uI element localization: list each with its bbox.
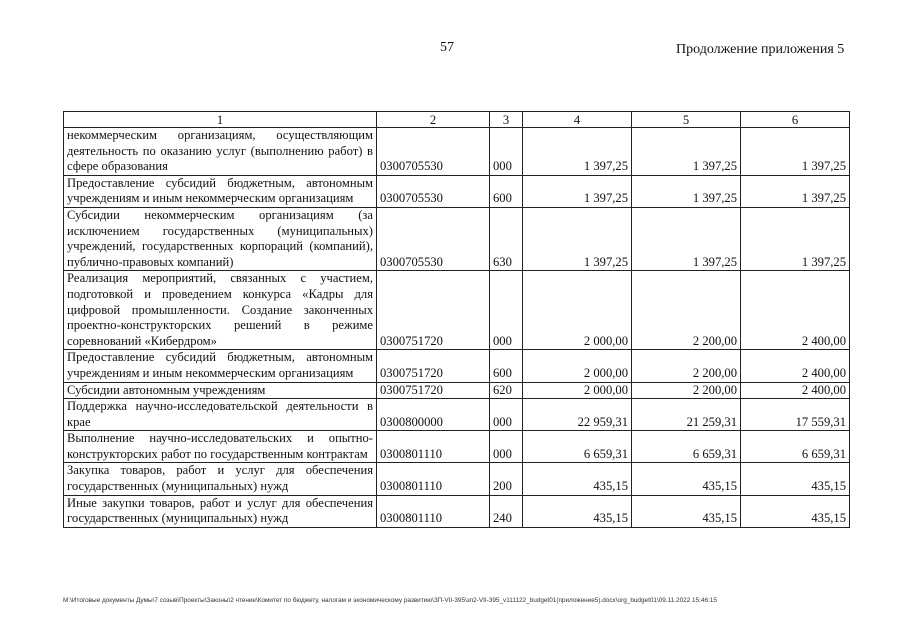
row-value-2024-cell: 6 659,31 — [741, 431, 850, 463]
row-value-2024-cell: 1 397,25 — [741, 207, 850, 270]
row-value-2022-cell: 6 659,31 — [523, 431, 632, 463]
row-value-2024-cell: 1 397,25 — [741, 175, 850, 207]
row-value-2023-cell: 21 259,31 — [632, 399, 741, 431]
row-type-cell: 000 — [490, 431, 523, 463]
row-value-2024-cell: 435,15 — [741, 463, 850, 495]
row-value-2023-cell: 1 397,25 — [632, 175, 741, 207]
row-name-cell: некоммерческим организациям, осуществляющим деятельность по оказанию услуг (выполнению работ) в сфере образования — [64, 128, 377, 176]
row-value-2024-cell: 435,15 — [741, 495, 850, 527]
row-type-cell: 600 — [490, 350, 523, 382]
column-header: 1 — [64, 112, 377, 128]
row-code-cell: 0300801110 — [377, 431, 490, 463]
row-name-cell: Поддержка научно-исследовательской деятельности в крае — [64, 399, 377, 431]
row-code-cell: 0300751720 — [377, 271, 490, 350]
row-value-2023-cell: 1 397,25 — [632, 128, 741, 176]
row-value-2024-cell: 17 559,31 — [741, 399, 850, 431]
row-type-cell: 240 — [490, 495, 523, 527]
row-name-cell: Иные закупки товаров, работ и услуг для обеспечения государственных (муниципальных) нужд — [64, 495, 377, 527]
row-value-2023-cell: 435,15 — [632, 495, 741, 527]
row-value-2023-cell: 2 200,00 — [632, 350, 741, 382]
table-row — [64, 382, 850, 399]
row-code-cell: 0300705530 — [377, 207, 490, 270]
row-value-2023-cell: 2 200,00 — [632, 271, 741, 350]
row-value-2022-cell: 22 959,31 — [523, 399, 632, 431]
row-code-cell: 0300801110 — [377, 495, 490, 527]
page-number: 57 — [440, 40, 454, 55]
row-value-2024-cell: 2 400,00 — [741, 382, 850, 399]
row-code-cell: 0300705530 — [377, 128, 490, 176]
table-row — [64, 207, 850, 270]
row-value-2022-cell: 435,15 — [523, 495, 632, 527]
row-value-2023-cell: 435,15 — [632, 463, 741, 495]
row-type-cell: 000 — [490, 128, 523, 176]
row-value-2024-cell: 2 400,00 — [741, 271, 850, 350]
file-path-footer: М:\Итоговые документы Думы\7 созыв\Проекты\Законы\2 чтение\Комитет по бюджету, налогам и экономическому развитию\ЗП-VII-395\зп2-VII-395_v111122_budget01(приложение5).docx\org_budget01\09.11.2022 15:46:15 — [63, 597, 717, 604]
row-value-2023-cell: 6 659,31 — [632, 431, 741, 463]
row-name-cell: Выполнение научно-исследовательских и опытно-конструкторских работ по государственным контрактам — [64, 431, 377, 463]
row-type-cell: 630 — [490, 207, 523, 270]
row-value-2022-cell: 2 000,00 — [523, 271, 632, 350]
row-value-2022-cell: 2 000,00 — [523, 350, 632, 382]
row-name-cell: Предоставление субсидий бюджетным, автономным учреждениям и иным некоммерческим организациям — [64, 175, 377, 207]
continuation-label: Продолжение приложения 5 — [676, 42, 845, 57]
column-header: 6 — [741, 112, 850, 128]
table-row — [64, 463, 850, 495]
row-type-cell: 000 — [490, 399, 523, 431]
row-value-2022-cell: 2 000,00 — [523, 382, 632, 399]
row-value-2023-cell: 2 200,00 — [632, 382, 741, 399]
column-header: 2 — [377, 112, 490, 128]
row-value-2023-cell: 1 397,25 — [632, 207, 741, 270]
budget-table — [63, 111, 850, 528]
table-row — [64, 495, 850, 527]
row-code-cell: 0300751720 — [377, 382, 490, 399]
row-code-cell: 0300751720 — [377, 350, 490, 382]
column-header: 3 — [490, 112, 523, 128]
row-value-2022-cell: 1 397,25 — [523, 175, 632, 207]
row-code-cell: 0300705530 — [377, 175, 490, 207]
row-type-cell: 200 — [490, 463, 523, 495]
table-row — [64, 399, 850, 431]
header-row — [64, 112, 850, 128]
table-row — [64, 271, 850, 350]
row-name-cell: Субсидии автономным учреждениям — [64, 382, 377, 399]
row-type-cell: 600 — [490, 175, 523, 207]
row-name-cell: Реализация мероприятий, связанных с участием, подготовкой и проведением конкурса «Кадры для цифровой промышленности. Создание законченных проектно-конструкторских решений в режиме соревнований «Кибердром» — [64, 271, 377, 350]
row-type-cell: 000 — [490, 271, 523, 350]
row-value-2024-cell: 1 397,25 — [741, 128, 850, 176]
row-type-cell: 620 — [490, 382, 523, 399]
column-header: 5 — [632, 112, 741, 128]
row-value-2022-cell: 435,15 — [523, 463, 632, 495]
row-name-cell: Субсидии некоммерческим организациям (за исключением государственных (муниципальных) учреждений, государственных корпораций (компаний), публично-правовых компаний) — [64, 207, 377, 270]
row-value-2024-cell: 2 400,00 — [741, 350, 850, 382]
row-value-2022-cell: 1 397,25 — [523, 128, 632, 176]
row-name-cell: Предоставление субсидий бюджетным, автономным учреждениям и иным некоммерческим организациям — [64, 350, 377, 382]
row-code-cell: 0300800000 — [377, 399, 490, 431]
table-body — [64, 128, 850, 528]
column-header: 4 — [523, 112, 632, 128]
row-name-cell: Закупка товаров, работ и услуг для обеспечения государственных (муниципальных) нужд — [64, 463, 377, 495]
row-value-2022-cell: 1 397,25 — [523, 207, 632, 270]
table-row — [64, 350, 850, 382]
table-row — [64, 431, 850, 463]
table-row — [64, 128, 850, 176]
table-row — [64, 175, 850, 207]
row-code-cell: 0300801110 — [377, 463, 490, 495]
